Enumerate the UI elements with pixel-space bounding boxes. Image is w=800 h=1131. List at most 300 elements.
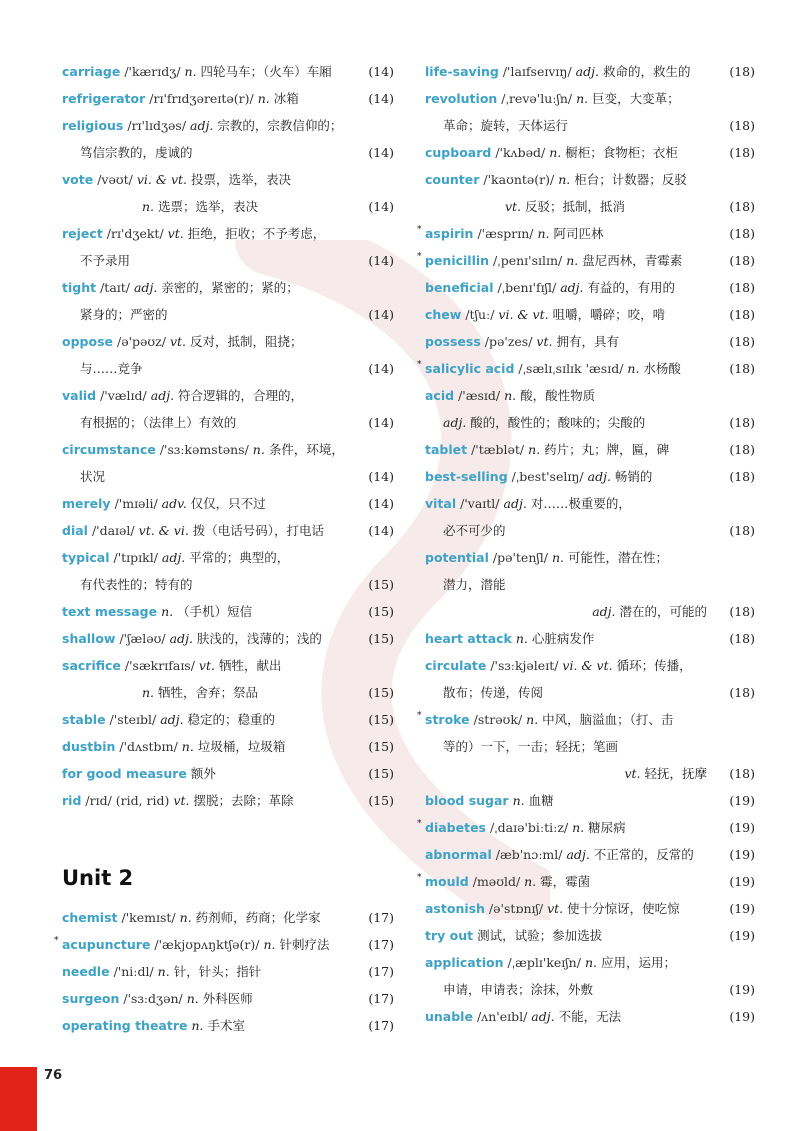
- part-of-speech: adj.: [150, 388, 175, 403]
- part-of-speech: n.: [257, 91, 270, 106]
- entry-continuation: [62, 571, 394, 598]
- part-of-speech: n.: [537, 226, 550, 241]
- vocab-entry: [425, 652, 755, 706]
- entry-line: [425, 463, 755, 490]
- entry-continuation: [62, 679, 394, 706]
- definition: 针，针头；指针: [173, 964, 262, 979]
- headword: potential: [425, 550, 489, 565]
- part-of-speech: adj.: [161, 550, 186, 565]
- entry-continuation: [62, 139, 394, 166]
- entry-continuation: [62, 301, 394, 328]
- part-of-speech: n.: [161, 604, 174, 619]
- vocab-entry: [425, 436, 755, 463]
- pronunciation: /'tɪpɪkl/: [113, 550, 158, 565]
- entry-line: [417, 814, 755, 841]
- part-of-speech: adj.: [133, 280, 158, 295]
- vocab-entry: [62, 436, 394, 490]
- definition-continued: 有根据的；（法律上）有效的: [80, 415, 237, 430]
- vocab-entry: [417, 247, 755, 274]
- entry-line: [425, 895, 755, 922]
- definition-continued: 潜力，潜能: [443, 577, 506, 592]
- pronunciation: /'kærɪdʒ/: [124, 64, 181, 79]
- headword: acid: [425, 388, 455, 403]
- part-of-speech: vi. & vt.: [562, 658, 613, 673]
- star-marker-icon: *: [417, 819, 422, 829]
- definition-continued: 申请，申请表；涂抹，外敷: [443, 982, 594, 997]
- page-ref: (15): [368, 577, 394, 592]
- right-entries: [417, 58, 755, 1030]
- definition: 拨（电话号码），打电话: [192, 523, 325, 538]
- entry-line: [62, 328, 394, 355]
- part-of-speech: vt. & vi.: [138, 523, 189, 538]
- page-ref: (19): [729, 793, 755, 808]
- pronunciation: /vəʊt/: [97, 172, 133, 187]
- headword: for good measure: [62, 766, 187, 781]
- entry-continuation: [425, 733, 755, 760]
- entry-continuation: [62, 355, 394, 382]
- page-ref: (17): [368, 910, 394, 925]
- entry-line: [425, 787, 755, 814]
- vocab-entry: [62, 544, 394, 598]
- vocab-entry: [425, 1003, 755, 1030]
- headword: shallow: [62, 631, 116, 646]
- part-of-speech: n.: [576, 91, 589, 106]
- definition: 橱柜；食物柜；衣柜: [565, 145, 678, 160]
- definition: 可能性，潜在性；: [567, 550, 668, 565]
- vocab-entry: [417, 706, 755, 787]
- headword: vote: [62, 172, 94, 187]
- vocab-entry: [62, 625, 394, 652]
- page-ref: (18): [729, 766, 755, 781]
- definition: 符合逻辑的，合理的，: [178, 388, 304, 403]
- page-ref: (17): [368, 964, 394, 979]
- part-of-speech: n.: [566, 253, 579, 268]
- headword: circulate: [425, 658, 487, 673]
- page-ref: (18): [729, 442, 755, 457]
- entry-line: [425, 139, 755, 166]
- headword: valid: [62, 388, 97, 403]
- headword: religious: [62, 118, 124, 133]
- headword: abnormal: [425, 847, 492, 862]
- pronunciation: /'steɪbl/: [109, 712, 157, 727]
- page-ref: (15): [368, 793, 394, 808]
- headword: sacrifice: [62, 658, 121, 673]
- right-column: [417, 58, 755, 1030]
- page-ref: (18): [729, 253, 755, 268]
- page-ref: (14): [368, 307, 394, 322]
- entry-line: [62, 517, 394, 544]
- page-ref: (15): [368, 712, 394, 727]
- pronunciation: /'tæblət/: [471, 442, 525, 457]
- page-ref: (18): [729, 307, 755, 322]
- headword: penicillin: [425, 253, 490, 268]
- pronunciation: /ˌpenɪ'sɪlɪn/: [493, 253, 563, 268]
- page-ref: (18): [729, 523, 755, 538]
- page-ref: (15): [368, 739, 394, 754]
- headword: vital: [425, 496, 457, 511]
- entry-line: [425, 625, 755, 652]
- page-ref: (15): [368, 766, 394, 781]
- pronunciation: /'ækjʊpʌŋktʃə(r)/: [154, 937, 260, 952]
- page-ref: (18): [729, 118, 755, 133]
- definition-continued: 等的）一下，一击；轻抚；笔画: [443, 739, 619, 754]
- entry-continuation: [425, 598, 755, 625]
- entry-line: [62, 787, 394, 814]
- unit-heading: Unit 2: [62, 866, 134, 890]
- headword: chemist: [62, 910, 118, 925]
- vocab-entry: [425, 949, 755, 1003]
- headword: stroke: [425, 712, 470, 727]
- vocab-entry: [62, 112, 394, 166]
- definition-continued: adj. 潜在的，可能的: [592, 604, 707, 619]
- entry-continuation: [62, 463, 394, 490]
- definition-continued: 散布；传递，传阅: [443, 685, 544, 700]
- entry-line: [62, 382, 394, 409]
- part-of-speech: adj.: [587, 469, 611, 484]
- part-of-speech: n.: [528, 442, 541, 457]
- definition: 冰箱: [273, 91, 299, 106]
- definition: 投票，选举，表决: [191, 172, 292, 187]
- page-ref: (19): [729, 1009, 755, 1024]
- part-of-speech: vt.: [547, 901, 564, 916]
- vocab-entry: [425, 58, 755, 85]
- headword: merely: [62, 496, 111, 511]
- definition: 针刺疗法: [279, 937, 330, 952]
- page-ref: (19): [729, 982, 755, 997]
- entry-line: [417, 868, 755, 895]
- headword: surgeon: [62, 991, 120, 1006]
- entry-line: [425, 490, 755, 517]
- vocab-entry: [62, 1012, 394, 1039]
- headword: revolution: [425, 91, 498, 106]
- vocab-entry: [425, 922, 755, 949]
- definition-continued: 与……竞争: [80, 361, 143, 376]
- definition-continued: vt. 反驳；抵制，抵消: [505, 199, 626, 214]
- pronunciation: /strəʊk/: [473, 712, 523, 727]
- entry-line: [54, 931, 394, 958]
- headword: best-selling: [425, 469, 508, 484]
- pronunciation: /rɪ'lɪdʒəs/: [127, 118, 187, 133]
- headword: dustbin: [62, 739, 116, 754]
- entry-line: [62, 274, 394, 301]
- pronunciation: /'sɜːkjəleɪt/: [490, 658, 559, 673]
- headword: unable: [425, 1009, 473, 1024]
- definition: 拥有，具有: [556, 334, 619, 349]
- definition: 亲密的，紧密的；紧的；: [161, 280, 299, 295]
- pronunciation: /ʌn'eɪbl/: [476, 1009, 528, 1024]
- definition: 酸，酸性物质: [520, 388, 596, 403]
- headword: astonish: [425, 901, 485, 916]
- part-of-speech: n.: [572, 820, 585, 835]
- entry-continuation: [425, 193, 755, 220]
- headword: acupuncture: [62, 937, 151, 952]
- part-of-speech: n.: [252, 442, 265, 457]
- page-ref: (14): [368, 253, 394, 268]
- page-ref: (14): [368, 64, 394, 79]
- vocab-entry: [62, 706, 394, 733]
- page-ref: (15): [368, 685, 394, 700]
- headword: chew: [425, 307, 462, 322]
- pronunciation: /ˌdaɪə'biːtiːz/: [489, 820, 569, 835]
- headword: cupboard: [425, 145, 492, 160]
- entry-continuation: [425, 571, 755, 598]
- vocab-entry: [62, 85, 394, 112]
- pronunciation: /ˌrevə'luːʃn/: [501, 91, 573, 106]
- headword: operating theatre: [62, 1018, 188, 1033]
- part-of-speech: n.: [157, 964, 170, 979]
- part-of-speech: adj.: [560, 280, 584, 295]
- definition: （手机）短信: [177, 604, 253, 619]
- part-of-speech: adj.: [566, 847, 590, 862]
- headword: diabetes: [425, 820, 486, 835]
- headword: blood sugar: [425, 793, 509, 808]
- definition: 畅销的: [614, 469, 653, 484]
- headword: needle: [62, 964, 110, 979]
- headword: application: [425, 955, 504, 970]
- entry-continuation: [425, 409, 755, 436]
- definition-continued: 不予录用: [80, 253, 131, 268]
- page-ref: (19): [729, 820, 755, 835]
- part-of-speech: vi. & vt.: [136, 172, 188, 187]
- part-of-speech: adv.: [161, 496, 187, 511]
- part-of-speech: n.: [526, 712, 539, 727]
- vocab-entry: [417, 355, 755, 382]
- definition-continued: 必不可少的: [443, 523, 506, 538]
- page-ref: (19): [729, 901, 755, 916]
- entry-line: [62, 958, 394, 985]
- part-of-speech: vt.: [169, 334, 187, 349]
- vocab-entry: [62, 58, 394, 85]
- definition: 肤浅的，浅薄的；浅的: [196, 631, 322, 646]
- pronunciation: /ˌbest'selɪŋ/: [511, 469, 584, 484]
- vocab-entry: [62, 787, 394, 814]
- entry-line: [62, 760, 394, 787]
- vocab-entry: [62, 274, 394, 328]
- entry-continuation: [425, 760, 755, 787]
- vocab-entry: [425, 625, 755, 652]
- page-ref: (14): [368, 361, 394, 376]
- vocab-entry: [425, 328, 755, 355]
- definition: 平常的；典型的，: [189, 550, 290, 565]
- pronunciation: /'vælɪd/: [100, 388, 147, 403]
- definition: 柜台；计数器；反驳: [574, 172, 687, 187]
- pronunciation: /'vaɪtl/: [460, 496, 500, 511]
- entry-line: [425, 58, 755, 85]
- pronunciation: /'kaʊntə(r)/: [483, 172, 555, 187]
- page-ref: (17): [368, 1018, 394, 1033]
- entry-line: [62, 706, 394, 733]
- definition: 药剂师，药商；化学家: [195, 910, 321, 925]
- headword: life-saving: [425, 64, 499, 79]
- page-ref: (14): [368, 496, 394, 511]
- page-ref: (18): [729, 280, 755, 295]
- entry-line: [425, 436, 755, 463]
- entry-line: [425, 301, 755, 328]
- page-ref: (18): [729, 604, 755, 619]
- vocab-entry: [425, 544, 755, 625]
- entry-line: [62, 436, 394, 463]
- part-of-speech: n.: [584, 955, 597, 970]
- entry-continuation: [425, 112, 755, 139]
- definition: 摆脱；去除；革除: [193, 793, 294, 808]
- part-of-speech: n.: [186, 991, 199, 1006]
- vocab-entry: [62, 517, 394, 544]
- part-of-speech: vt.: [173, 793, 190, 808]
- vocab-entry: [62, 490, 394, 517]
- entry-continuation: [62, 193, 394, 220]
- definition: 外科医师: [202, 991, 253, 1006]
- entry-line: [62, 58, 394, 85]
- part-of-speech: n.: [524, 874, 537, 889]
- entry-line: [425, 274, 755, 301]
- page-ref: (18): [729, 685, 755, 700]
- definition: 糖尿病: [588, 820, 626, 835]
- definition: 反对，抵制，阻挠；: [190, 334, 303, 349]
- vocab-entry: [417, 220, 755, 247]
- entry-line: [417, 355, 755, 382]
- headword: stable: [62, 712, 106, 727]
- entry-line: [425, 85, 755, 112]
- headword: salicylic acid: [425, 361, 515, 376]
- pronunciation: /məʊld/: [472, 874, 521, 889]
- vocab-entry: [425, 139, 755, 166]
- definition: 测试，试验；参加选拔: [477, 928, 603, 943]
- entry-line: [425, 166, 755, 193]
- vocab-entry: [62, 598, 394, 625]
- vocab-entry: [62, 733, 394, 760]
- entry-line: [425, 382, 755, 409]
- entry-line: [62, 220, 394, 247]
- star-marker-icon: *: [417, 225, 422, 235]
- unit2-entries: [54, 904, 394, 1039]
- page-ref: (18): [729, 469, 755, 484]
- page-ref: (15): [368, 631, 394, 646]
- entry-line: [62, 625, 394, 652]
- entry-line: [425, 328, 755, 355]
- pronunciation: /'mɪəli/: [114, 496, 158, 511]
- headword: oppose: [62, 334, 113, 349]
- page-ref: (14): [368, 469, 394, 484]
- definition: 药片；丸；牌，匾，碑: [544, 442, 670, 457]
- pronunciation: /ə'pəʊz/: [116, 334, 166, 349]
- definition: 水杨酸: [643, 361, 681, 376]
- pronunciation: /'niːdl/: [113, 964, 154, 979]
- vocab-entry: [54, 931, 394, 958]
- vocab-entry: [425, 490, 755, 544]
- pronunciation: /ə'stɒnɪʃ/: [488, 901, 544, 916]
- part-of-speech: adj.: [160, 712, 184, 727]
- definition: 使十分惊讶，使吃惊: [567, 901, 680, 916]
- definition-continued: 紧身的；严密的: [80, 307, 168, 322]
- pronunciation: /'sækrɪfaɪs/: [124, 658, 195, 673]
- headword: tight: [62, 280, 97, 295]
- pronunciation: /rɪd/ (rid, rid): [85, 793, 170, 808]
- pronunciation: /tʃuː/: [465, 307, 495, 322]
- entry-line: [62, 904, 394, 931]
- part-of-speech: n.: [551, 550, 564, 565]
- definition: 盘尼西林，青霉素: [582, 253, 683, 268]
- entry-line: [417, 220, 755, 247]
- definition-continued: n. 选票；选举，表决: [142, 199, 259, 214]
- part-of-speech: vi. & vt.: [498, 307, 549, 322]
- entry-line: [62, 166, 394, 193]
- entry-line: [425, 949, 755, 976]
- part-of-speech: vt.: [198, 658, 215, 673]
- definition: 手术室: [207, 1018, 245, 1033]
- vocab-entry: [425, 895, 755, 922]
- pronunciation: /æb'nɔːml/: [495, 847, 563, 862]
- definition-continued: 状况: [80, 469, 106, 484]
- definition: 霉，霉菌: [540, 874, 591, 889]
- definition: 四轮马车；（火车）车厢: [200, 64, 332, 79]
- star-marker-icon: *: [417, 252, 422, 262]
- page-ref: (17): [368, 991, 394, 1006]
- part-of-speech: n.: [184, 64, 197, 79]
- vocab-entry: [425, 841, 755, 868]
- vocab-entry: [425, 166, 755, 220]
- vocab-entry: [62, 166, 394, 220]
- pronunciation: /rɪ'frɪdʒəreɪtə(r)/: [149, 91, 254, 106]
- definition-continued: 革命；旋转，天体运行: [443, 118, 569, 133]
- entry-line: [425, 652, 755, 679]
- page-ref: (14): [368, 199, 394, 214]
- pronunciation: /'laɪfseɪvɪŋ/: [502, 64, 572, 79]
- star-marker-icon: *: [54, 936, 59, 946]
- entry-line: [425, 841, 755, 868]
- entry-line: [62, 544, 394, 571]
- vocab-entry: [425, 301, 755, 328]
- page-ref: (17): [368, 937, 394, 952]
- pronunciation: /'sɜːdʒən/: [123, 991, 183, 1006]
- page-ref: (18): [729, 631, 755, 646]
- entry-line: [62, 112, 394, 139]
- entry-continuation: [62, 247, 394, 274]
- page-ref: (18): [729, 199, 755, 214]
- entry-continuation: [425, 679, 755, 706]
- definition: 额外: [190, 766, 216, 781]
- vocab-entry: [425, 382, 755, 436]
- definition: 巨变，大变革；: [592, 91, 680, 106]
- headword: typical: [62, 550, 110, 565]
- pronunciation: /pə'zes/: [484, 334, 533, 349]
- pronunciation: /'æsprɪn/: [477, 226, 534, 241]
- definition: 中风，脑溢血；（打、击: [542, 712, 674, 727]
- page-ref: (18): [729, 226, 755, 241]
- vocab-entry: [417, 814, 755, 841]
- star-marker-icon: *: [417, 873, 422, 883]
- pronunciation: /taɪt/: [100, 280, 130, 295]
- page-ref: (14): [368, 91, 394, 106]
- headword: heart attack: [425, 631, 512, 646]
- page-accent-bar: [0, 1067, 37, 1131]
- page-ref: (18): [729, 361, 755, 376]
- definition: 条件，环境，: [268, 442, 344, 457]
- page-ref: (19): [729, 874, 755, 889]
- vocab-entry: [62, 985, 394, 1012]
- part-of-speech: n.: [181, 739, 194, 754]
- page-ref: (14): [368, 523, 394, 538]
- definition: 垃圾桶，垃圾箱: [197, 739, 286, 754]
- headword: counter: [425, 172, 480, 187]
- definition-continued: vt. 轻抚，抚摩: [624, 766, 707, 781]
- vocab-entry: [62, 328, 394, 382]
- definition: 仅仅，只不过: [190, 496, 266, 511]
- pronunciation: /ˌbenɪ'fɪʃl/: [497, 280, 557, 295]
- definition-continued: 笃信宗教的，虔诚的: [80, 145, 193, 160]
- page-ref: (14): [368, 145, 394, 160]
- definition: 救命的，救生的: [602, 64, 691, 79]
- headword: circumstance: [62, 442, 156, 457]
